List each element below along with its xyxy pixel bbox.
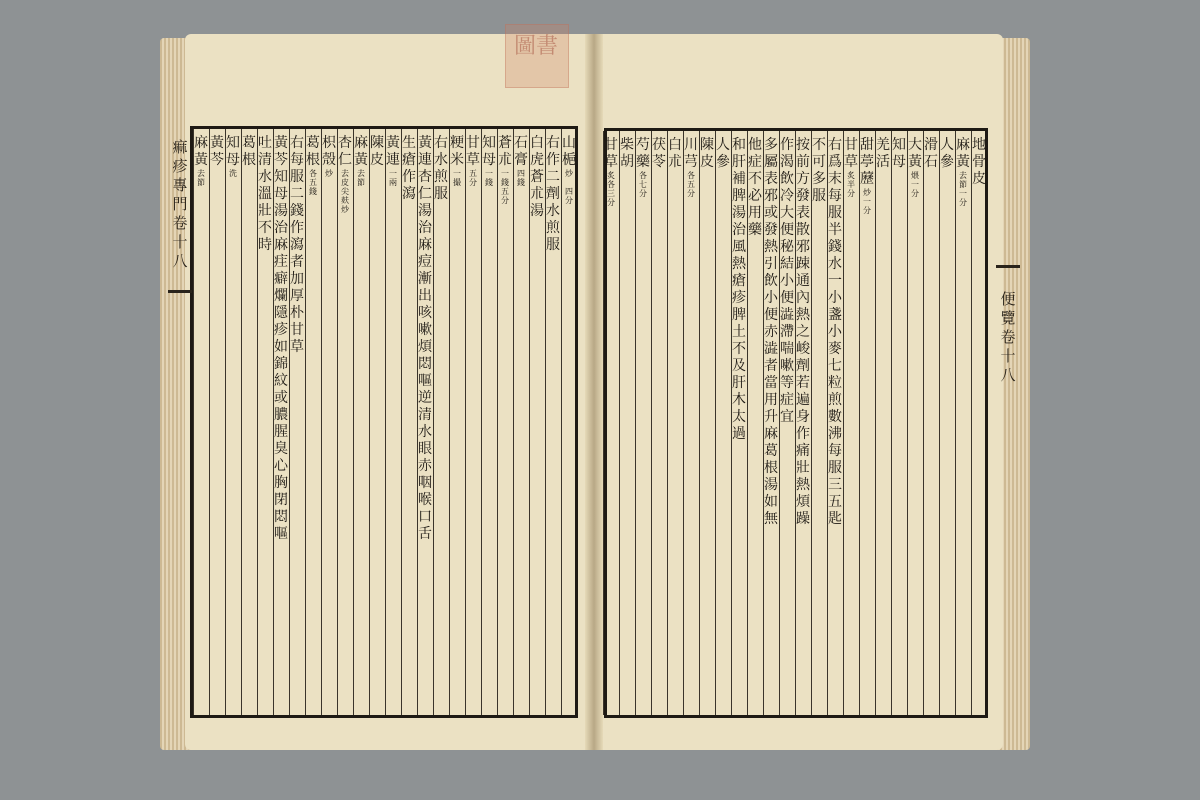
left-column [402,135,416,203]
right-column-note: 去 節 一 分 [959,171,967,207]
left-column-rule [561,129,562,715]
left-column-rule [257,129,258,715]
left-column-text: 生 瘡 作 瀉 [402,135,416,202]
right-column [636,137,650,198]
right-column-text: 人 參 [716,137,730,170]
right-column [924,137,938,171]
left-column-rule [321,129,322,715]
left-column-note: 去 節 [197,169,205,187]
left-column-rule [209,129,210,715]
left-column [194,135,208,187]
right-column-rule [891,131,892,715]
left-column-note: 一 撮 [453,169,461,187]
left-column-note: 炒 四 分 [565,169,573,205]
right-column [780,137,794,426]
left-column-rule [305,129,306,715]
right-column-rule [715,131,716,715]
right-column [604,137,618,207]
left-column-text: 黃 芩 知 母 湯 治 麻 疰 癖 爛 隱 疹 如 錦 紋 或 膿 腥 臭 心 胸 閉 悶 嘔 [274,135,288,542]
left-column-text: 葛 根 [242,135,256,168]
left-column [354,135,368,187]
right-column-rule [907,131,908,715]
right-column-rule [747,131,748,715]
right-column [860,137,874,215]
left-column [498,135,512,205]
left-column [306,135,320,196]
right-column [828,137,842,528]
right-column [796,137,810,528]
right-column-note: 炒 一 分 [863,188,871,215]
left-column [290,135,304,356]
left-column [274,135,288,543]
right-column-rule [859,131,860,715]
left-column [226,135,240,178]
right-column-note: 各 五 分 [687,171,695,198]
left-column-text: 杏 仁 [338,135,352,168]
left-column-note: 洗 [229,169,237,178]
left-column-rule [529,129,530,715]
right-column-text: 芍 藥 [636,137,650,170]
right-column-text: 甜 葶 藶 [860,137,874,187]
left-column [562,135,576,205]
right-column [620,137,634,171]
right-spine-title: 便覽 卷十八 [1000,290,1016,384]
right-column-text: 白 朮 [668,137,682,170]
right-column-text: 陳 皮 [700,137,714,170]
right-column-text: 知 母 [892,137,906,170]
right-column-rule [699,131,700,715]
left-column [418,135,432,543]
right-column-text: 川 芎 [684,137,698,170]
right-column-text: 他 症 不 必 用 藥 [748,137,762,238]
right-column-text: 按 前 方 發 表 散 邪 踈 通 內 熱 之 峻 劑 若 遍 身 作 痛 壯 熱 煩 躁 [796,137,810,527]
right-spine-rule [996,265,1020,268]
left-column-text: 右 作 二 劑 水 煎 服 [546,135,560,253]
left-column [242,135,256,169]
left-column-text: 麻 黃 [194,135,208,168]
left-column-text: 枳 殼 [322,135,336,168]
left-column-text: 知 母 [482,135,496,168]
left-column [210,135,224,169]
left-column-rule [401,129,402,715]
left-column-rule [353,129,354,715]
left-column [482,135,496,187]
right-column-text: 多 屬 表 邪 或 發 熱 引 飲 小 便 赤 澁 者 當 用 升 麻 葛 根 湯 如 無 [764,137,778,527]
right-column-note: 炙 各 三 分 [607,171,615,207]
right-column [812,137,826,205]
left-column-text: 黃 連 [386,135,400,168]
book-gutter [585,34,603,750]
right-column [908,137,922,198]
left-column-text: 知 母 [226,135,240,168]
right-column [652,137,666,171]
right-column [844,137,858,198]
left-column-note: 一 兩 [389,169,397,187]
right-column-rule [619,131,620,715]
right-column-text: 甘 草 [604,137,618,170]
left-spine-title: 痲疹專門 卷十八 [172,138,188,270]
left-column-note: 炒 [325,169,333,178]
right-column [764,137,778,528]
right-column-rule [667,131,668,715]
left-column [338,135,352,214]
left-column-text: 吐 清 水 溫 壯 不 時 [258,135,272,253]
left-column [258,135,272,254]
right-column-rule [635,131,636,715]
right-column-text: 地 骨 皮 [972,137,986,187]
left-column-rule [417,129,418,715]
right-column-rule [603,131,604,715]
left-column [546,135,560,254]
left-column-note: 去 節 [357,169,365,187]
left-column-note: 各 五 錢 [309,169,317,196]
right-column-text: 右 爲 末 每 服 半 錢 水 一 小 盞 小 麥 七 粒 煎 數 沸 每 服 三 五 匙 [828,137,842,527]
left-column-rule [289,129,290,715]
right-column-rule [827,131,828,715]
right-column [940,137,954,171]
right-column-text: 作 渴 飲 冷 大 便 秘 結 小 便 澁 滯 喘 嗽 等 症 宜 [780,137,794,425]
right-column-text: 和 肝 補 脾 湯 治 風 熱 瘡 疹 脾 土 不 及 肝 木 太 過 [732,137,746,442]
seal-text: 圖書 [514,34,559,59]
left-column [434,135,448,203]
right-column-text: 大 黃 [908,137,922,170]
right-column-rule [795,131,796,715]
left-column [322,135,336,178]
right-column-text: 甘 草 [844,137,858,170]
left-column-text: 山 梔 [562,135,576,168]
right-column-text: 羌 活 [876,137,890,170]
left-column-rule [193,129,194,715]
left-column-text: 黃 芩 [210,135,224,168]
left-column [530,135,544,220]
left-column-rule [465,129,466,715]
left-column-note: 一 錢 五 分 [501,169,509,205]
left-column [514,135,528,187]
left-column-rule [433,129,434,715]
right-column-rule [779,131,780,715]
left-column-text: 粳 米 [450,135,464,168]
left-column-rule [337,129,338,715]
right-column [732,137,746,443]
right-column [668,137,682,171]
left-column [466,135,480,187]
left-column-text: 麻 黃 [354,135,368,168]
left-column-note: 去 皮 尖 麸 炒 [341,169,349,214]
left-column-text: 甘 草 [466,135,480,168]
right-column-text: 人 參 [940,137,954,170]
right-column [716,137,730,171]
left-column-rule [545,129,546,715]
right-column-note: 各 七 分 [639,171,647,198]
right-column [748,137,762,239]
right-column [956,137,970,207]
left-column [450,135,464,187]
left-column [386,135,400,187]
right-column-text: 不 可 多 服 [812,137,826,204]
left-column-text: 石 膏 [514,135,528,168]
right-column-rule [683,131,684,715]
left-column-rule [273,129,274,715]
left-text-frame [190,126,578,718]
right-column-rule [923,131,924,715]
left-column-rule [449,129,450,715]
right-column-rule [763,131,764,715]
left-column-rule [385,129,386,715]
left-column-text: 葛 根 [306,135,320,168]
right-column-rule [939,131,940,715]
right-column-rule [843,131,844,715]
left-column-rule [225,129,226,715]
left-column-note: 四 錢 [517,169,525,187]
left-column-note: 五 分 [469,169,477,187]
right-column-rule [651,131,652,715]
left-column-rule [241,129,242,715]
right-column [876,137,890,171]
library-seal [505,24,569,88]
left-column-text: 右 每 服 二 錢 作 瀉 者 加 厚 朴 甘 草 [290,135,304,355]
left-column-note: 一 錢 [485,169,493,187]
right-column-text: 柴 胡 [620,137,634,170]
right-column [700,137,714,171]
right-column-rule [811,131,812,715]
right-column [972,137,986,188]
left-column-rule [369,129,370,715]
right-column-text: 茯 苓 [652,137,666,170]
right-column-rule [955,131,956,715]
left-column-text: 白 虎 蒼 朮 湯 [530,135,544,219]
right-column-rule [731,131,732,715]
left-column-text: 右 水 煎 服 [434,135,448,202]
right-column-text: 滑 石 [924,137,938,170]
left-column [370,135,384,169]
left-column-text: 黃 連 杏 仁 湯 治 麻 痘 漸 出 咳 嗽 煩 悶 嘔 逆 清 水 眼 赤 咽 喉 口 舌 [418,135,432,542]
left-column-rule [497,129,498,715]
right-column-note: 炙 半 分 [847,171,855,198]
right-column-rule [971,131,972,715]
right-column-text: 麻 黃 [956,137,970,170]
right-column-note: 煨 一 分 [911,171,919,198]
left-spine-rule [168,290,192,293]
left-column-text: 蒼 朮 [498,135,512,168]
left-column-rule [481,129,482,715]
left-column-rule [513,129,514,715]
left-column-text: 陳 皮 [370,135,384,168]
right-column [892,137,906,171]
right-column-rule [875,131,876,715]
right-column [684,137,698,198]
